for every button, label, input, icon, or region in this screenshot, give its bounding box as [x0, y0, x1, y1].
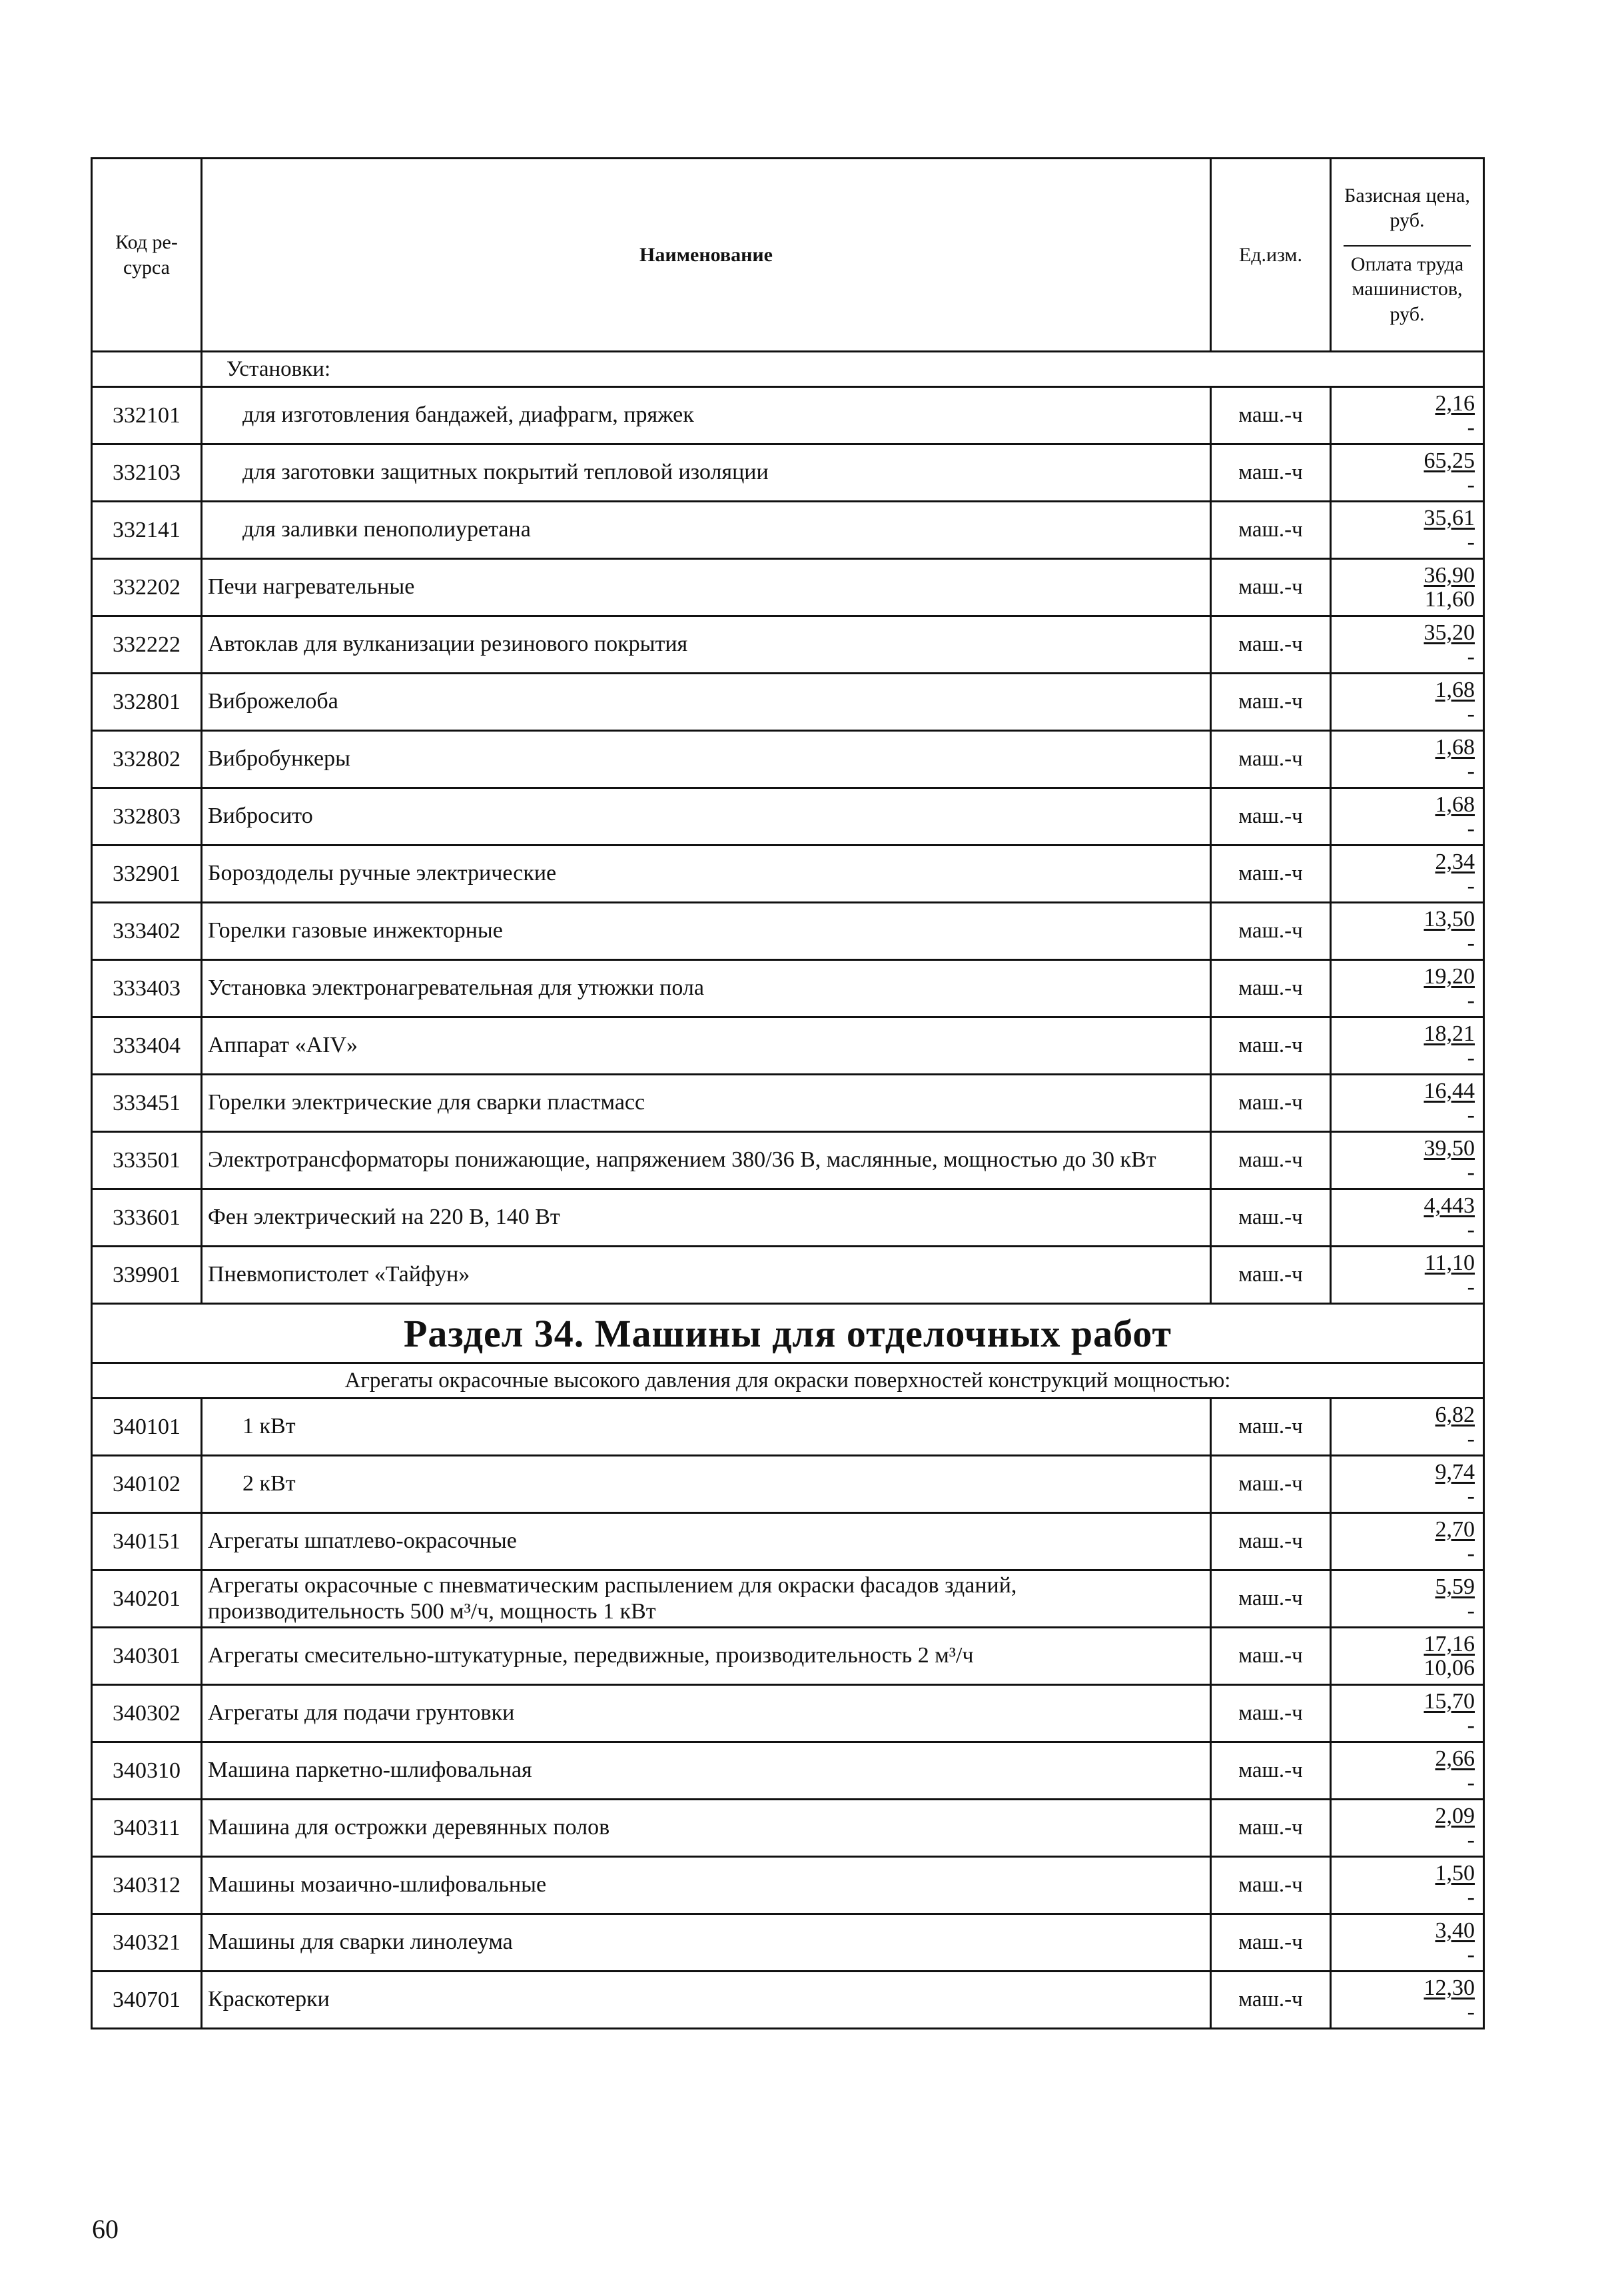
unit: маш.-ч: [1211, 1513, 1331, 1570]
price-cell: [1331, 502, 1484, 559]
header-unit: Ед.изм.: [1211, 159, 1331, 352]
resource-name: Печи нагревательные: [202, 559, 1211, 616]
unit: маш.-ч: [1211, 1685, 1331, 1742]
table-row: [92, 1075, 1484, 1132]
resource-code: 340321: [92, 1914, 202, 1972]
resource-name: Краскотерки: [202, 1972, 1211, 2029]
price-cell: [1331, 1800, 1484, 1857]
header-name: Наименование: [202, 159, 1211, 352]
resource-code: 340311: [92, 1800, 202, 1857]
operator-wage: -: [1467, 701, 1475, 726]
unit: маш.-ч: [1211, 674, 1331, 731]
resource-code: 339901: [92, 1247, 202, 1304]
resource-code: 332101: [92, 387, 202, 444]
price-cell: [1331, 1628, 1484, 1685]
resource-code: 332222: [92, 616, 202, 674]
price-cell: [1331, 1685, 1484, 1742]
table-row: [92, 903, 1484, 960]
unit: маш.-ч: [1211, 731, 1331, 788]
table-row: [92, 559, 1484, 616]
table-row: [92, 1247, 1484, 1304]
base-price: 3,40: [1435, 1918, 1475, 1943]
table-row: [92, 1456, 1484, 1513]
table-row: [92, 731, 1484, 788]
resource-name: Агрегаты окрасочные с пневматическим распылением для окраски фасадов зданий, производительность 500 м³/ч, мощность 1 кВт: [202, 1570, 1211, 1628]
resource-name: Аппарат «AIV»: [202, 1017, 1211, 1075]
unit: маш.-ч: [1211, 1075, 1331, 1132]
table-row: [92, 674, 1484, 731]
header-code: Код ре- сурса: [92, 159, 202, 352]
resource-code: 340301: [92, 1628, 202, 1685]
price-cell: [1331, 903, 1484, 960]
price-table: [91, 157, 1485, 2029]
table-row: [92, 960, 1484, 1017]
header-price-base: Базисная цена, руб.: [1344, 184, 1470, 232]
base-price: 35,61: [1423, 505, 1475, 530]
operator-wage: -: [1467, 1942, 1475, 1967]
base-price: 11,10: [1424, 1250, 1475, 1275]
resource-code: 340201: [92, 1570, 202, 1628]
resource-name: для изготовления бандажей, диафрагм, пряжек: [202, 387, 1211, 444]
page-number: 60: [92, 2214, 119, 2244]
resource-name: Машина паркетно-шлифовальная: [202, 1742, 1211, 1800]
table-row: [92, 788, 1484, 846]
base-price: 1,50: [1435, 1860, 1475, 1886]
header-price-divider: [1344, 245, 1471, 247]
resource-code: 332803: [92, 788, 202, 846]
section-title: Раздел 34. Машины для отделочных работ: [92, 1304, 1484, 1363]
resource-code: 340101: [92, 1399, 202, 1456]
resource-name: Установка электронагревательная для утюжки пола: [202, 960, 1211, 1017]
resource-code: 332141: [92, 502, 202, 559]
operator-wage: -: [1467, 1274, 1475, 1299]
resource-name: Горелки электрические для сварки пластмасс: [202, 1075, 1211, 1132]
base-price: 2,70: [1435, 1516, 1475, 1542]
resource-name: Машины мозаично-шлифовальные: [202, 1857, 1211, 1914]
resource-code: 340310: [92, 1742, 202, 1800]
base-price: 1,68: [1435, 792, 1475, 817]
price-cell: [1331, 444, 1484, 502]
resource-name: Вибросито: [202, 788, 1211, 846]
operator-wage: -: [1467, 1770, 1475, 1795]
unit: маш.-ч: [1211, 846, 1331, 903]
base-price: 19,20: [1423, 963, 1475, 989]
operator-wage: -: [1467, 1827, 1475, 1852]
base-price: 36,90: [1423, 562, 1475, 588]
price-cell: [1331, 559, 1484, 616]
header-price: [1331, 159, 1484, 352]
operator-wage: -: [1467, 414, 1475, 440]
operator-wage: 11,60: [1424, 586, 1475, 612]
operator-wage: -: [1467, 472, 1475, 497]
group-code-empty: [92, 352, 202, 387]
table-row: [92, 1628, 1484, 1685]
operator-wage: -: [1467, 644, 1475, 669]
table-row: [92, 1972, 1484, 2029]
price-cell: [1331, 1017, 1484, 1075]
operator-wage: -: [1467, 1426, 1475, 1451]
unit: маш.-ч: [1211, 1570, 1331, 1628]
unit: маш.-ч: [1211, 1247, 1331, 1304]
resource-name: Машина для острожки деревянных полов: [202, 1800, 1211, 1857]
base-price: 2,09: [1435, 1803, 1475, 1828]
resource-name: 2 кВт: [202, 1456, 1211, 1513]
base-price: 13,50: [1423, 906, 1475, 931]
group-label-installations: Установки:: [202, 352, 1484, 387]
resource-code: 333601: [92, 1189, 202, 1247]
operator-wage: -: [1467, 1884, 1475, 1910]
resource-name: Виброжелоба: [202, 674, 1211, 731]
table-row: [92, 1132, 1484, 1189]
price-cell: [1331, 616, 1484, 674]
price-cell: [1331, 1132, 1484, 1189]
resource-name: Машины для сварки линолеума: [202, 1914, 1211, 1972]
resource-code: 333451: [92, 1075, 202, 1132]
price-cell: [1331, 1189, 1484, 1247]
operator-wage: -: [1467, 816, 1475, 841]
table-row: [92, 387, 1484, 444]
price-cell: [1331, 1513, 1484, 1570]
resource-name: Автоклав для вулканизации резинового покрытия: [202, 616, 1211, 674]
resource-name: Бороздоделы ручные электрические: [202, 846, 1211, 903]
resource-code: 340312: [92, 1857, 202, 1914]
base-price: 2,66: [1435, 1746, 1475, 1771]
table-row: [92, 1513, 1484, 1570]
resource-code: 332802: [92, 731, 202, 788]
unit: маш.-ч: [1211, 387, 1331, 444]
unit: маш.-ч: [1211, 903, 1331, 960]
group-row-spray: [92, 1363, 1484, 1399]
operator-wage: -: [1467, 987, 1475, 1013]
table-row: [92, 1857, 1484, 1914]
unit: маш.-ч: [1211, 1800, 1331, 1857]
operator-wage: 10,06: [1423, 1655, 1475, 1680]
unit: маш.-ч: [1211, 1628, 1331, 1685]
operator-wage: -: [1467, 873, 1475, 898]
base-price: 39,50: [1423, 1135, 1475, 1161]
table-row: [92, 1399, 1484, 1456]
unit: маш.-ч: [1211, 1017, 1331, 1075]
base-price: 5,59: [1435, 1574, 1475, 1599]
price-cell: [1331, 846, 1484, 903]
unit: маш.-ч: [1211, 1857, 1331, 1914]
base-price: 35,20: [1423, 620, 1475, 645]
unit: маш.-ч: [1211, 1914, 1331, 1972]
table-row: [92, 1685, 1484, 1742]
operator-wage: -: [1467, 1712, 1475, 1738]
resource-name: для заливки пенополиуретана: [202, 502, 1211, 559]
table-row: [92, 846, 1484, 903]
operator-wage: -: [1467, 758, 1475, 784]
price-cell: [1331, 731, 1484, 788]
price-cell: [1331, 788, 1484, 846]
operator-wage: -: [1467, 1045, 1475, 1070]
resource-code: 340102: [92, 1456, 202, 1513]
operator-wage: -: [1467, 529, 1475, 554]
price-cell: [1331, 1399, 1484, 1456]
resource-name: Агрегаты шпатлево-окрасочные: [202, 1513, 1211, 1570]
resource-name: Агрегаты смесительно-штукатурные, передвижные, производительность 2 м³/ч: [202, 1628, 1211, 1685]
resource-name: Вибробункеры: [202, 731, 1211, 788]
table-body-section-34: [92, 1304, 1484, 1399]
resource-code: 332901: [92, 846, 202, 903]
resource-name: Электротрансформаторы понижающие, напряжением 380/36 В, маслянные, мощностью до 30 кВт: [202, 1132, 1211, 1189]
unit: маш.-ч: [1211, 1742, 1331, 1800]
base-price: 65,25: [1423, 448, 1475, 473]
unit: маш.-ч: [1211, 960, 1331, 1017]
operator-wage: -: [1467, 1540, 1475, 1566]
unit: маш.-ч: [1211, 1132, 1331, 1189]
unit: маш.-ч: [1211, 1456, 1331, 1513]
operator-wage: -: [1467, 1159, 1475, 1185]
operator-wage: -: [1467, 1102, 1475, 1127]
unit: маш.-ч: [1211, 616, 1331, 674]
group-row-installations: [92, 352, 1484, 387]
unit: маш.-ч: [1211, 444, 1331, 502]
price-cell: [1331, 1247, 1484, 1304]
table-row: [92, 444, 1484, 502]
operator-wage: -: [1467, 930, 1475, 955]
price-cell: [1331, 1075, 1484, 1132]
price-cell: [1331, 1914, 1484, 1972]
operator-wage: -: [1467, 1598, 1475, 1623]
resource-name: для заготовки защитных покрытий тепловой изоляции: [202, 444, 1211, 502]
price-cell: [1331, 1456, 1484, 1513]
unit: маш.-ч: [1211, 1972, 1331, 2029]
unit: маш.-ч: [1211, 788, 1331, 846]
unit: маш.-ч: [1211, 1399, 1331, 1456]
group-label-spray: Агрегаты окрасочные высокого давления для окраски поверхностей конструкций мощностью:: [92, 1363, 1484, 1399]
resource-code: 340701: [92, 1972, 202, 2029]
base-price: 6,82: [1435, 1402, 1475, 1427]
base-price: 15,70: [1423, 1688, 1475, 1714]
resource-name: Агрегаты для подачи грунтовки: [202, 1685, 1211, 1742]
base-price: 12,30: [1423, 1975, 1475, 2000]
table-row: [92, 1914, 1484, 1972]
price-cell: [1331, 387, 1484, 444]
table-row: [92, 616, 1484, 674]
unit: маш.-ч: [1211, 502, 1331, 559]
table-body-installations: [92, 352, 1484, 1304]
resource-code: 333402: [92, 903, 202, 960]
operator-wage: -: [1467, 1483, 1475, 1508]
table-row: [92, 1742, 1484, 1800]
resource-code: 333404: [92, 1017, 202, 1075]
base-price: 2,34: [1435, 849, 1475, 874]
resource-code: 332801: [92, 674, 202, 731]
table-row: [92, 1800, 1484, 1857]
operator-wage: -: [1467, 1217, 1475, 1242]
price-cell: [1331, 1742, 1484, 1800]
base-price: 9,74: [1435, 1459, 1475, 1484]
resource-code: 332103: [92, 444, 202, 502]
header-price-labor: Оплата труда машинистов, руб.: [1350, 253, 1464, 325]
resource-name: Фен электрический на 220 В, 140 Вт: [202, 1189, 1211, 1247]
table-header-row: [92, 159, 1484, 352]
unit: маш.-ч: [1211, 559, 1331, 616]
price-cell: [1331, 1570, 1484, 1628]
resource-code: 340302: [92, 1685, 202, 1742]
resource-name: Горелки газовые инжекторные: [202, 903, 1211, 960]
price-cell: [1331, 1857, 1484, 1914]
base-price: 4,443: [1423, 1193, 1475, 1218]
table-row: [92, 1570, 1484, 1628]
table-body-finishing: [92, 1399, 1484, 2029]
section-title-row: [92, 1304, 1484, 1363]
table-row: [92, 1189, 1484, 1247]
base-price: 16,44: [1423, 1078, 1475, 1103]
price-cell: [1331, 1972, 1484, 2029]
resource-code: 340151: [92, 1513, 202, 1570]
base-price: 1,68: [1435, 677, 1475, 702]
price-cell: [1331, 960, 1484, 1017]
resource-name: Пневмопистолет «Тайфун»: [202, 1247, 1211, 1304]
resource-code: 333501: [92, 1132, 202, 1189]
table-row: [92, 1017, 1484, 1075]
table-row: [92, 502, 1484, 559]
resource-name: 1 кВт: [202, 1399, 1211, 1456]
unit: маш.-ч: [1211, 1189, 1331, 1247]
operator-wage: -: [1467, 1999, 1475, 2024]
base-price: 18,21: [1423, 1021, 1475, 1046]
resource-code: 333403: [92, 960, 202, 1017]
base-price: 2,16: [1435, 390, 1475, 416]
resource-code: 332202: [92, 559, 202, 616]
base-price: 1,68: [1435, 734, 1475, 760]
base-price: 17,16: [1423, 1631, 1475, 1656]
price-cell: [1331, 674, 1484, 731]
